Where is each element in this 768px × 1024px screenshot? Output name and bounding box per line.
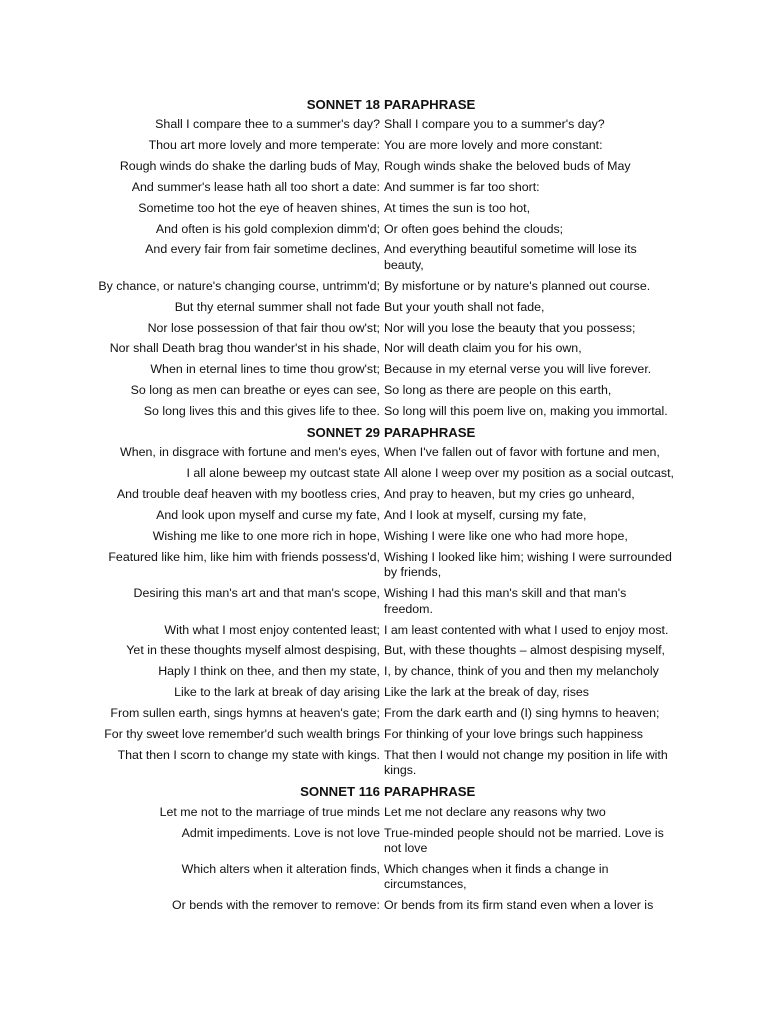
verse-row xyxy=(0,823,768,859)
original-line: That then I scorn to change my state with kings. xyxy=(117,747,380,762)
original-line: By chance, or nature's changing course, untrimm'd; xyxy=(98,278,380,293)
original-line: Yet in these thoughts myself almost despising, xyxy=(126,643,380,658)
original-line: Shall I compare thee to a summer's day? xyxy=(155,117,380,132)
sonnet-116-section xyxy=(0,782,768,917)
verse-row xyxy=(0,896,768,917)
original-line: I all alone beweep my outcast state xyxy=(186,466,380,481)
verse-row xyxy=(0,198,768,219)
original-line: Wishing me like to one more rich in hope, xyxy=(152,528,380,543)
paraphrase-line: Or bends from its firm stand even when a lover is xyxy=(384,898,654,913)
verse-row xyxy=(0,401,768,422)
original-line: Which alters when it alteration finds, xyxy=(181,861,380,876)
original-line: So long lives this and this gives life to thee. xyxy=(143,404,380,419)
sonnet-title: SONNET 29 xyxy=(306,424,380,440)
verse-row xyxy=(0,276,768,297)
original-line: And often is his gold complexion dimm'd; xyxy=(155,221,380,236)
paraphrase-line: Shall I compare you to a summer's day? xyxy=(384,117,605,132)
verse-row xyxy=(0,662,768,683)
verse-row xyxy=(0,156,768,177)
verse-row xyxy=(0,381,768,402)
original-line: When in eternal lines to time thou grow'st; xyxy=(150,362,380,377)
paraphrase-line: Let me not declare any reasons why two xyxy=(384,804,606,819)
original-line: Rough winds do shake the darling buds of May, xyxy=(119,158,380,173)
verse-row xyxy=(0,360,768,381)
paraphrase-line: Which changes when it finds a change in circumstances, xyxy=(384,861,609,892)
paraphrase-line: And I look at myself, cursing my fate, xyxy=(384,508,587,523)
paraphrase-line: At times the sun is too hot, xyxy=(384,200,531,215)
paraphrase-line: Or often goes behind the clouds; xyxy=(384,221,564,236)
verse-row xyxy=(0,297,768,318)
original-line: Or bends with the remover to remove: xyxy=(172,898,380,913)
verse-row xyxy=(0,318,768,339)
verse-row xyxy=(0,859,768,895)
paraphrase-line: I am least contented with what I used to enjoy most. xyxy=(384,622,669,637)
verse-row xyxy=(0,485,768,506)
paraphrase-line: I, by chance, think of you and then my melancholy xyxy=(384,664,659,679)
original-line: From sullen earth, sings hymns at heaven's gate; xyxy=(110,706,380,721)
original-line: And every fair from fair sometime declines, xyxy=(145,242,380,257)
verse-row xyxy=(0,177,768,198)
paraphrase-line: Nor will death claim you for his own, xyxy=(384,341,582,356)
original-line: When, in disgrace with fortune and men's eyes, xyxy=(120,445,380,460)
paraphrase-line: So long as there are people on this earth, xyxy=(384,383,612,398)
verse-row xyxy=(0,219,768,240)
paraphrase-line: From the dark earth and (I) sing hymns to heaven; xyxy=(384,706,660,721)
verse-row xyxy=(0,115,768,136)
paraphrase-line: Wishing I had this man's skill and that man's freedom. xyxy=(384,586,627,616)
verse-row xyxy=(0,802,768,823)
paraphrase-line: And pray to heaven, but my cries go unheard, xyxy=(384,487,635,502)
paraphrase-line: When I've fallen out of favor with fortune and men, xyxy=(384,445,660,460)
original-line: Like to the lark at break of day arising xyxy=(174,685,380,700)
paraphrase-heading: PARAPHRASE xyxy=(384,96,476,112)
verse-row xyxy=(0,584,768,620)
sonnet-29-section xyxy=(0,422,768,781)
original-line: And trouble deaf heaven with my bootless cries, xyxy=(116,487,380,502)
original-line: Thou art more lovely and more temperate: xyxy=(148,138,380,153)
original-line: With what I most enjoy contented least; xyxy=(164,622,380,637)
paraphrase-line: Rough winds shake the beloved buds of May xyxy=(384,158,631,173)
paraphrase-line: That then I would not change my position in life with kings. xyxy=(384,747,668,778)
section-header xyxy=(0,782,768,803)
original-line: And look upon myself and curse my fate, xyxy=(156,508,380,523)
verse-row xyxy=(0,464,768,485)
paraphrase-line: Nor will you lose the beauty that you possess; xyxy=(384,320,636,335)
section-header xyxy=(0,94,768,115)
sonnet-18-section xyxy=(0,94,768,422)
original-line: Sometime too hot the eye of heaven shines, xyxy=(138,200,380,215)
verse-row xyxy=(0,641,768,662)
verse-row xyxy=(0,724,768,745)
paraphrase-line: By misfortune or by nature's planned out course. xyxy=(384,278,651,293)
original-line: Let me not to the marriage of true minds xyxy=(159,804,380,819)
original-line: Admit impediments. Love is not love xyxy=(181,825,380,840)
original-line: Nor lose possession of that fair thou ow'st; xyxy=(147,320,380,335)
verse-row xyxy=(0,443,768,464)
original-line: And summer's lease hath all too short a date: xyxy=(131,179,380,194)
paraphrase-line: So long will this poem live on, making you immortal. xyxy=(384,404,668,419)
verse-row xyxy=(0,745,768,781)
verse-row xyxy=(0,240,768,276)
paraphrase-line: Wishing I were like one who had more hope, xyxy=(384,528,628,543)
paraphrase-line: Because in my eternal verse you will live forever. xyxy=(384,362,652,377)
verse-row xyxy=(0,526,768,547)
paraphrase-line: But, with these thoughts – almost despising myself, xyxy=(384,643,665,658)
original-line: But thy eternal summer shall not fade xyxy=(174,299,380,314)
verse-row xyxy=(0,620,768,641)
paraphrase-line: True-minded people should not be married. Love is not love xyxy=(384,825,664,856)
verse-row xyxy=(0,703,768,724)
paraphrase-heading: PARAPHRASE xyxy=(384,424,476,440)
paraphrase-line: And everything beautiful sometime will lose its beauty, xyxy=(384,242,637,272)
original-line: Featured like him, like him with friends possess'd, xyxy=(108,549,380,564)
verse-row xyxy=(0,135,768,156)
paraphrase-line: For thinking of your love brings such happiness xyxy=(384,726,643,741)
verse-row xyxy=(0,547,768,583)
paraphrase-line: Like the lark at the break of day, rises xyxy=(384,685,590,700)
paraphrase-heading: PARAPHRASE xyxy=(384,784,476,799)
verse-row xyxy=(0,339,768,360)
original-line: So long as men can breathe or eyes can see, xyxy=(130,383,380,398)
original-line: Haply I think on thee, and then my state, xyxy=(158,664,380,679)
verse-row xyxy=(0,505,768,526)
sonnet-paraphrase-document xyxy=(0,94,768,917)
paraphrase-line: Wishing I looked like him; wishing I were surrounded by friends, xyxy=(384,549,672,580)
paraphrase-line: But your youth shall not fade, xyxy=(384,299,545,314)
paraphrase-line: And summer is far too short: xyxy=(384,179,540,194)
verse-row xyxy=(0,683,768,704)
original-line: Desiring this man's art and that man's scope, xyxy=(133,586,380,601)
paraphrase-line: You are more lovely and more constant: xyxy=(384,138,603,153)
original-line: Nor shall Death brag thou wander'st in his shade, xyxy=(109,341,380,356)
original-line: For thy sweet love remember'd such wealth brings xyxy=(104,726,380,741)
section-header xyxy=(0,422,768,443)
sonnet-title: SONNET 116 xyxy=(300,784,380,799)
sonnet-title: SONNET 18 xyxy=(306,96,380,112)
paraphrase-line: All alone I weep over my position as a social outcast, xyxy=(384,466,674,481)
